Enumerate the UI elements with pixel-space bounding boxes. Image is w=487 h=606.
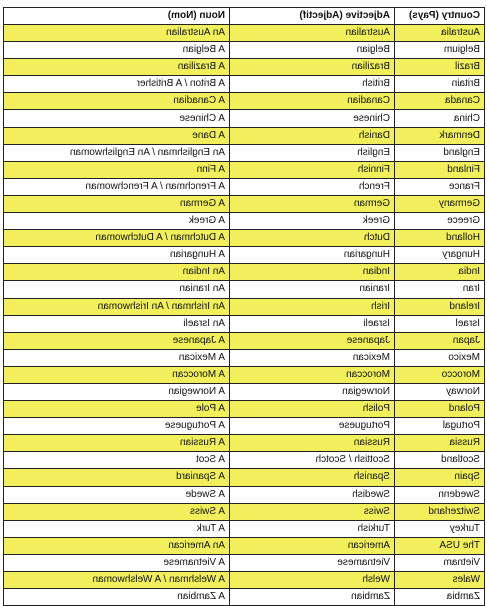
country-cell: Russia <box>395 435 485 452</box>
noun-cell: A Spaniard <box>4 469 230 486</box>
noun-cell: A Portuguese <box>4 418 230 435</box>
noun-cell: An American <box>4 537 230 554</box>
table-row <box>4 418 485 435</box>
noun-cell: A Greek <box>4 213 230 230</box>
noun-cell: A Vietnamese <box>4 554 230 571</box>
adjective-cell: Dutch <box>230 230 395 247</box>
adjective-cell: Mexican <box>230 349 395 366</box>
table-row <box>4 42 485 59</box>
adjective-cell: Irish <box>230 298 395 315</box>
adjective-cell: Iranian <box>230 281 395 298</box>
adjective-cell: Turkish <box>230 520 395 537</box>
country-cell: Portugal <box>395 418 485 435</box>
noun-cell: A Canadian <box>4 93 230 110</box>
table-row <box>4 315 485 332</box>
country-cell: Zambia <box>395 589 485 606</box>
adjective-cell: Scottish / Scotch <box>230 452 395 469</box>
adjective-cell: Chinese <box>230 110 395 127</box>
adjective-cell: Norwegian <box>230 383 395 400</box>
noun-cell: A Hungarian <box>4 247 230 264</box>
noun-cell: An Iranian <box>4 281 230 298</box>
country-cell: Vietnam <box>395 554 485 571</box>
country-cell: Belgium <box>395 42 485 59</box>
country-cell: Greece <box>395 213 485 230</box>
country-cell: Brazil <box>395 59 485 76</box>
country-cell: Denmark <box>395 127 485 144</box>
country-cell: India <box>395 264 485 281</box>
adjective-cell: Finnish <box>230 161 395 178</box>
table-row <box>4 93 485 110</box>
noun-cell: A Dutchman / A Dutchwoman <box>4 230 230 247</box>
adjective-cell: Swiss <box>230 503 395 520</box>
table-row <box>4 452 485 469</box>
country-cell: Finland <box>395 161 485 178</box>
adjective-cell: Israeli <box>230 315 395 332</box>
country-cell: Turkey <box>395 520 485 537</box>
table-row <box>4 520 485 537</box>
noun-cell: A Brazilian <box>4 59 230 76</box>
table-row <box>4 366 485 383</box>
adjective-cell: Belgian <box>230 42 395 59</box>
adjective-cell: Polish <box>230 401 395 418</box>
table-row <box>4 59 485 76</box>
country-cell: Morocco <box>395 366 485 383</box>
nationality-sheet <box>4 7 485 606</box>
noun-cell: A Frenchman / A Frenchwoman <box>4 178 230 195</box>
adjective-cell: Portuguese <box>230 418 395 435</box>
table-row <box>4 195 485 212</box>
adjective-cell: Australian <box>230 25 395 42</box>
adjective-cell: English <box>230 144 395 161</box>
header-country: Country (Pays) <box>395 8 485 25</box>
adjective-cell: German <box>230 195 395 212</box>
noun-cell: A Turk <box>4 520 230 537</box>
noun-cell: A Chinese <box>4 110 230 127</box>
noun-cell: A Finn <box>4 161 230 178</box>
table-row <box>4 383 485 400</box>
table-row <box>4 537 485 554</box>
table-row <box>4 161 485 178</box>
table-row <box>4 589 485 606</box>
country-cell: Swedenn <box>395 486 485 503</box>
adjective-cell: Moroccan <box>230 366 395 383</box>
table-row <box>4 25 485 42</box>
country-cell: Scotland <box>395 452 485 469</box>
noun-cell: A Moroccan <box>4 366 230 383</box>
nationality-table <box>3 7 485 606</box>
table-row <box>4 503 485 520</box>
adjective-cell: Indian <box>230 264 395 281</box>
table-row <box>4 76 485 93</box>
table-row <box>4 486 485 503</box>
noun-cell: A Swede <box>4 486 230 503</box>
adjective-cell: American <box>230 537 395 554</box>
country-cell: Holland <box>395 230 485 247</box>
adjective-cell: Greek <box>230 213 395 230</box>
adjective-cell: French <box>230 178 395 195</box>
adjective-cell: Spanish <box>230 469 395 486</box>
noun-cell: A Pole <box>4 401 230 418</box>
table-row <box>4 230 485 247</box>
table-row <box>4 572 485 589</box>
country-cell: Norway <box>395 383 485 400</box>
noun-cell: A Zambian <box>4 589 230 606</box>
noun-cell: A Dane <box>4 127 230 144</box>
table-row <box>4 435 485 452</box>
noun-cell: A Russian <box>4 435 230 452</box>
header-adjective: Adjective (Adjectif) <box>230 8 395 25</box>
adjective-cell: Brazilian <box>230 59 395 76</box>
adjective-cell: Vietnamese <box>230 554 395 571</box>
table-row <box>4 469 485 486</box>
table-row <box>4 401 485 418</box>
adjective-cell: Hungarian <box>230 247 395 264</box>
table-row <box>4 264 485 281</box>
country-cell: England <box>395 144 485 161</box>
country-cell: Switzerland <box>395 503 485 520</box>
noun-cell: An Israeli <box>4 315 230 332</box>
country-cell: Mexico <box>395 349 485 366</box>
table-row <box>4 349 485 366</box>
table-row <box>4 178 485 195</box>
table-header-row <box>4 8 485 25</box>
noun-cell: A Welshman / A Welshwoman <box>4 572 230 589</box>
noun-cell: A Briton / A Britisher <box>4 76 230 93</box>
table-row <box>4 127 485 144</box>
table-row <box>4 332 485 349</box>
country-cell: France <box>395 178 485 195</box>
table-row <box>4 144 485 161</box>
country-cell: Iran <box>395 281 485 298</box>
header-noun: Noun (Nom) <box>4 8 230 25</box>
country-cell: Israel <box>395 315 485 332</box>
noun-cell: A Japanese <box>4 332 230 349</box>
table-row <box>4 213 485 230</box>
country-cell: Germany <box>395 195 485 212</box>
table-row <box>4 247 485 264</box>
country-cell: Poland <box>395 401 485 418</box>
adjective-cell: Welsh <box>230 572 395 589</box>
noun-cell: A Swiss <box>4 503 230 520</box>
country-cell: Wales <box>395 572 485 589</box>
noun-cell: A Norwegian <box>4 383 230 400</box>
country-cell: Japan <box>395 332 485 349</box>
country-cell: Australia <box>395 25 485 42</box>
country-cell: Britain <box>395 76 485 93</box>
noun-cell: A Scot <box>4 452 230 469</box>
adjective-cell: Russian <box>230 435 395 452</box>
noun-cell: An Irishman / An Irishwoman <box>4 298 230 315</box>
noun-cell: A Mexican <box>4 349 230 366</box>
table-row <box>4 298 485 315</box>
table-row <box>4 554 485 571</box>
country-cell: The USA <box>395 537 485 554</box>
adjective-cell: Zambian <box>230 589 395 606</box>
table-row <box>4 281 485 298</box>
noun-cell: A German <box>4 195 230 212</box>
noun-cell: An Indian <box>4 264 230 281</box>
noun-cell: An Australian <box>4 25 230 42</box>
adjective-cell: Danish <box>230 127 395 144</box>
country-cell: Hungary <box>395 247 485 264</box>
adjective-cell: Japanese <box>230 332 395 349</box>
noun-cell: A Belgian <box>4 42 230 59</box>
country-cell: Spain <box>395 469 485 486</box>
table-row <box>4 110 485 127</box>
country-cell: China <box>395 110 485 127</box>
noun-cell: An Englishman / An Englishwoman <box>4 144 230 161</box>
adjective-cell: Swedish <box>230 486 395 503</box>
adjective-cell: Canadian <box>230 93 395 110</box>
table-body <box>4 25 485 606</box>
country-cell: Canada <box>395 93 485 110</box>
adjective-cell: British <box>230 76 395 93</box>
country-cell: Ireland <box>395 298 485 315</box>
